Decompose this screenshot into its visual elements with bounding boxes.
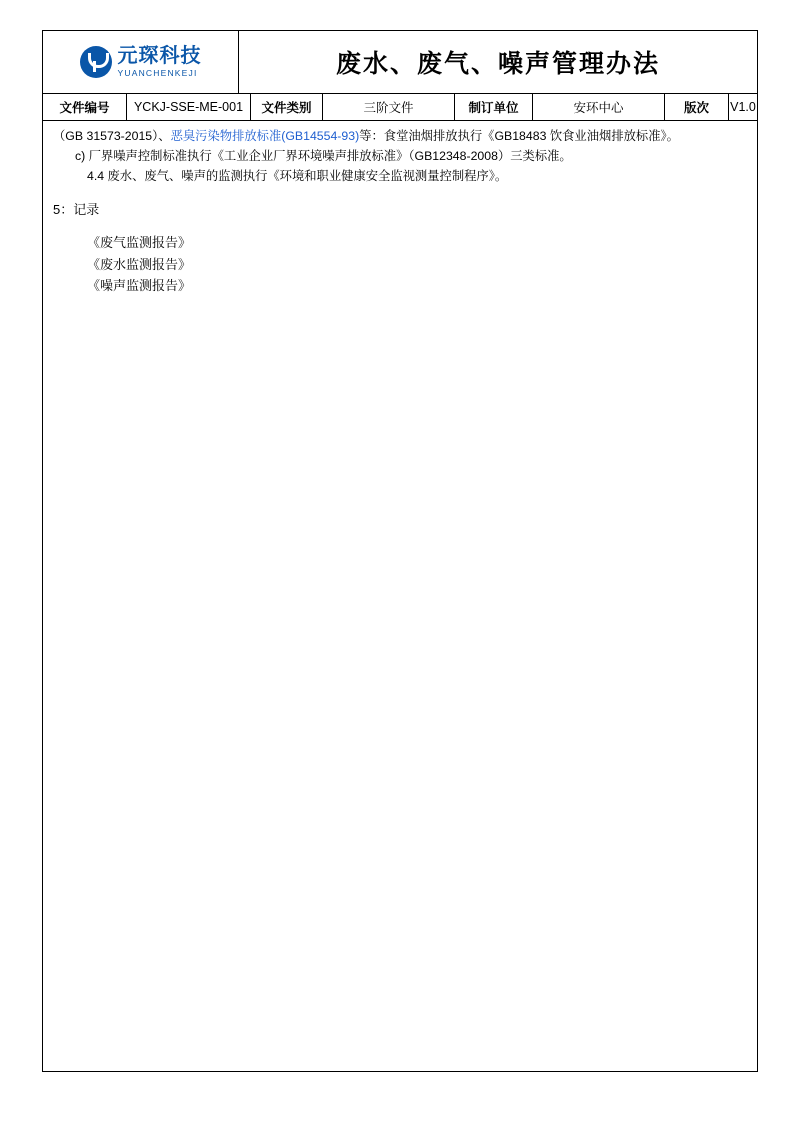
document-sheet: [42, 30, 758, 1072]
body-paragraph-1-standard-link: 恶臭污染物排放标准(GB14554-93): [170, 129, 360, 143]
company-logo: [80, 46, 202, 78]
doc-no-value: [127, 94, 251, 120]
logo-cell: [43, 31, 239, 93]
doc-type-label-text: 文件类别: [261, 101, 312, 115]
body-paragraph-1-post: 等：食堂油烟排放执行《GB18483 饮食业油烟排放标准》。: [359, 129, 679, 143]
body-paragraph-3: 4.4 废水、废气、噪声的监测执行《环境和职业健康安全监视测量控制程序》。: [87, 169, 508, 184]
doc-no-value-text: YCKJ-SSE-ME-001: [133, 100, 244, 114]
records-list: [53, 232, 747, 296]
document-header: [43, 31, 757, 94]
section-heading-records: 5：记录: [53, 202, 100, 218]
dept-value: [533, 94, 665, 120]
company-name-cn: 元琛科技: [117, 45, 202, 68]
company-logo-text: [118, 46, 202, 78]
version-value-text: V1.0: [730, 100, 756, 114]
dept-value-text: 安环中心: [573, 101, 624, 115]
body-paragraph-2: c) 厂界噪声控制标准执行《工业企业厂界环境噪声排放标准》（GB12348-2008）三类标准。: [75, 149, 572, 164]
dept-label: [455, 94, 533, 120]
page-title: 废水、废气、噪声管理办法: [335, 50, 660, 78]
document-body: [43, 121, 757, 297]
dept-label-text: 制订单位: [468, 101, 519, 115]
version-label-text: 版次: [683, 101, 709, 115]
list-item: 《废水监测报告》: [87, 256, 192, 272]
company-name-en: YUANCHENKEJI: [117, 68, 198, 79]
body-paragraph-1-pre: （GB 31573-2015）、: [53, 129, 171, 143]
list-item: 《废气监测报告》: [87, 235, 192, 251]
doc-no-label-text: 文件编号: [59, 101, 110, 115]
version-value: [729, 94, 757, 120]
body-paragraph-1: [53, 127, 747, 146]
title-cell: [239, 31, 757, 93]
doc-type-label: [251, 94, 323, 120]
doc-type-value: [323, 94, 455, 120]
version-label: [665, 94, 729, 120]
document-meta-row: [43, 94, 757, 121]
list-item: 《噪声监测报告》: [87, 278, 192, 294]
doc-no-label: [43, 94, 127, 120]
company-logo-icon: [80, 46, 112, 78]
doc-type-value-text: 三阶文件: [363, 101, 414, 115]
